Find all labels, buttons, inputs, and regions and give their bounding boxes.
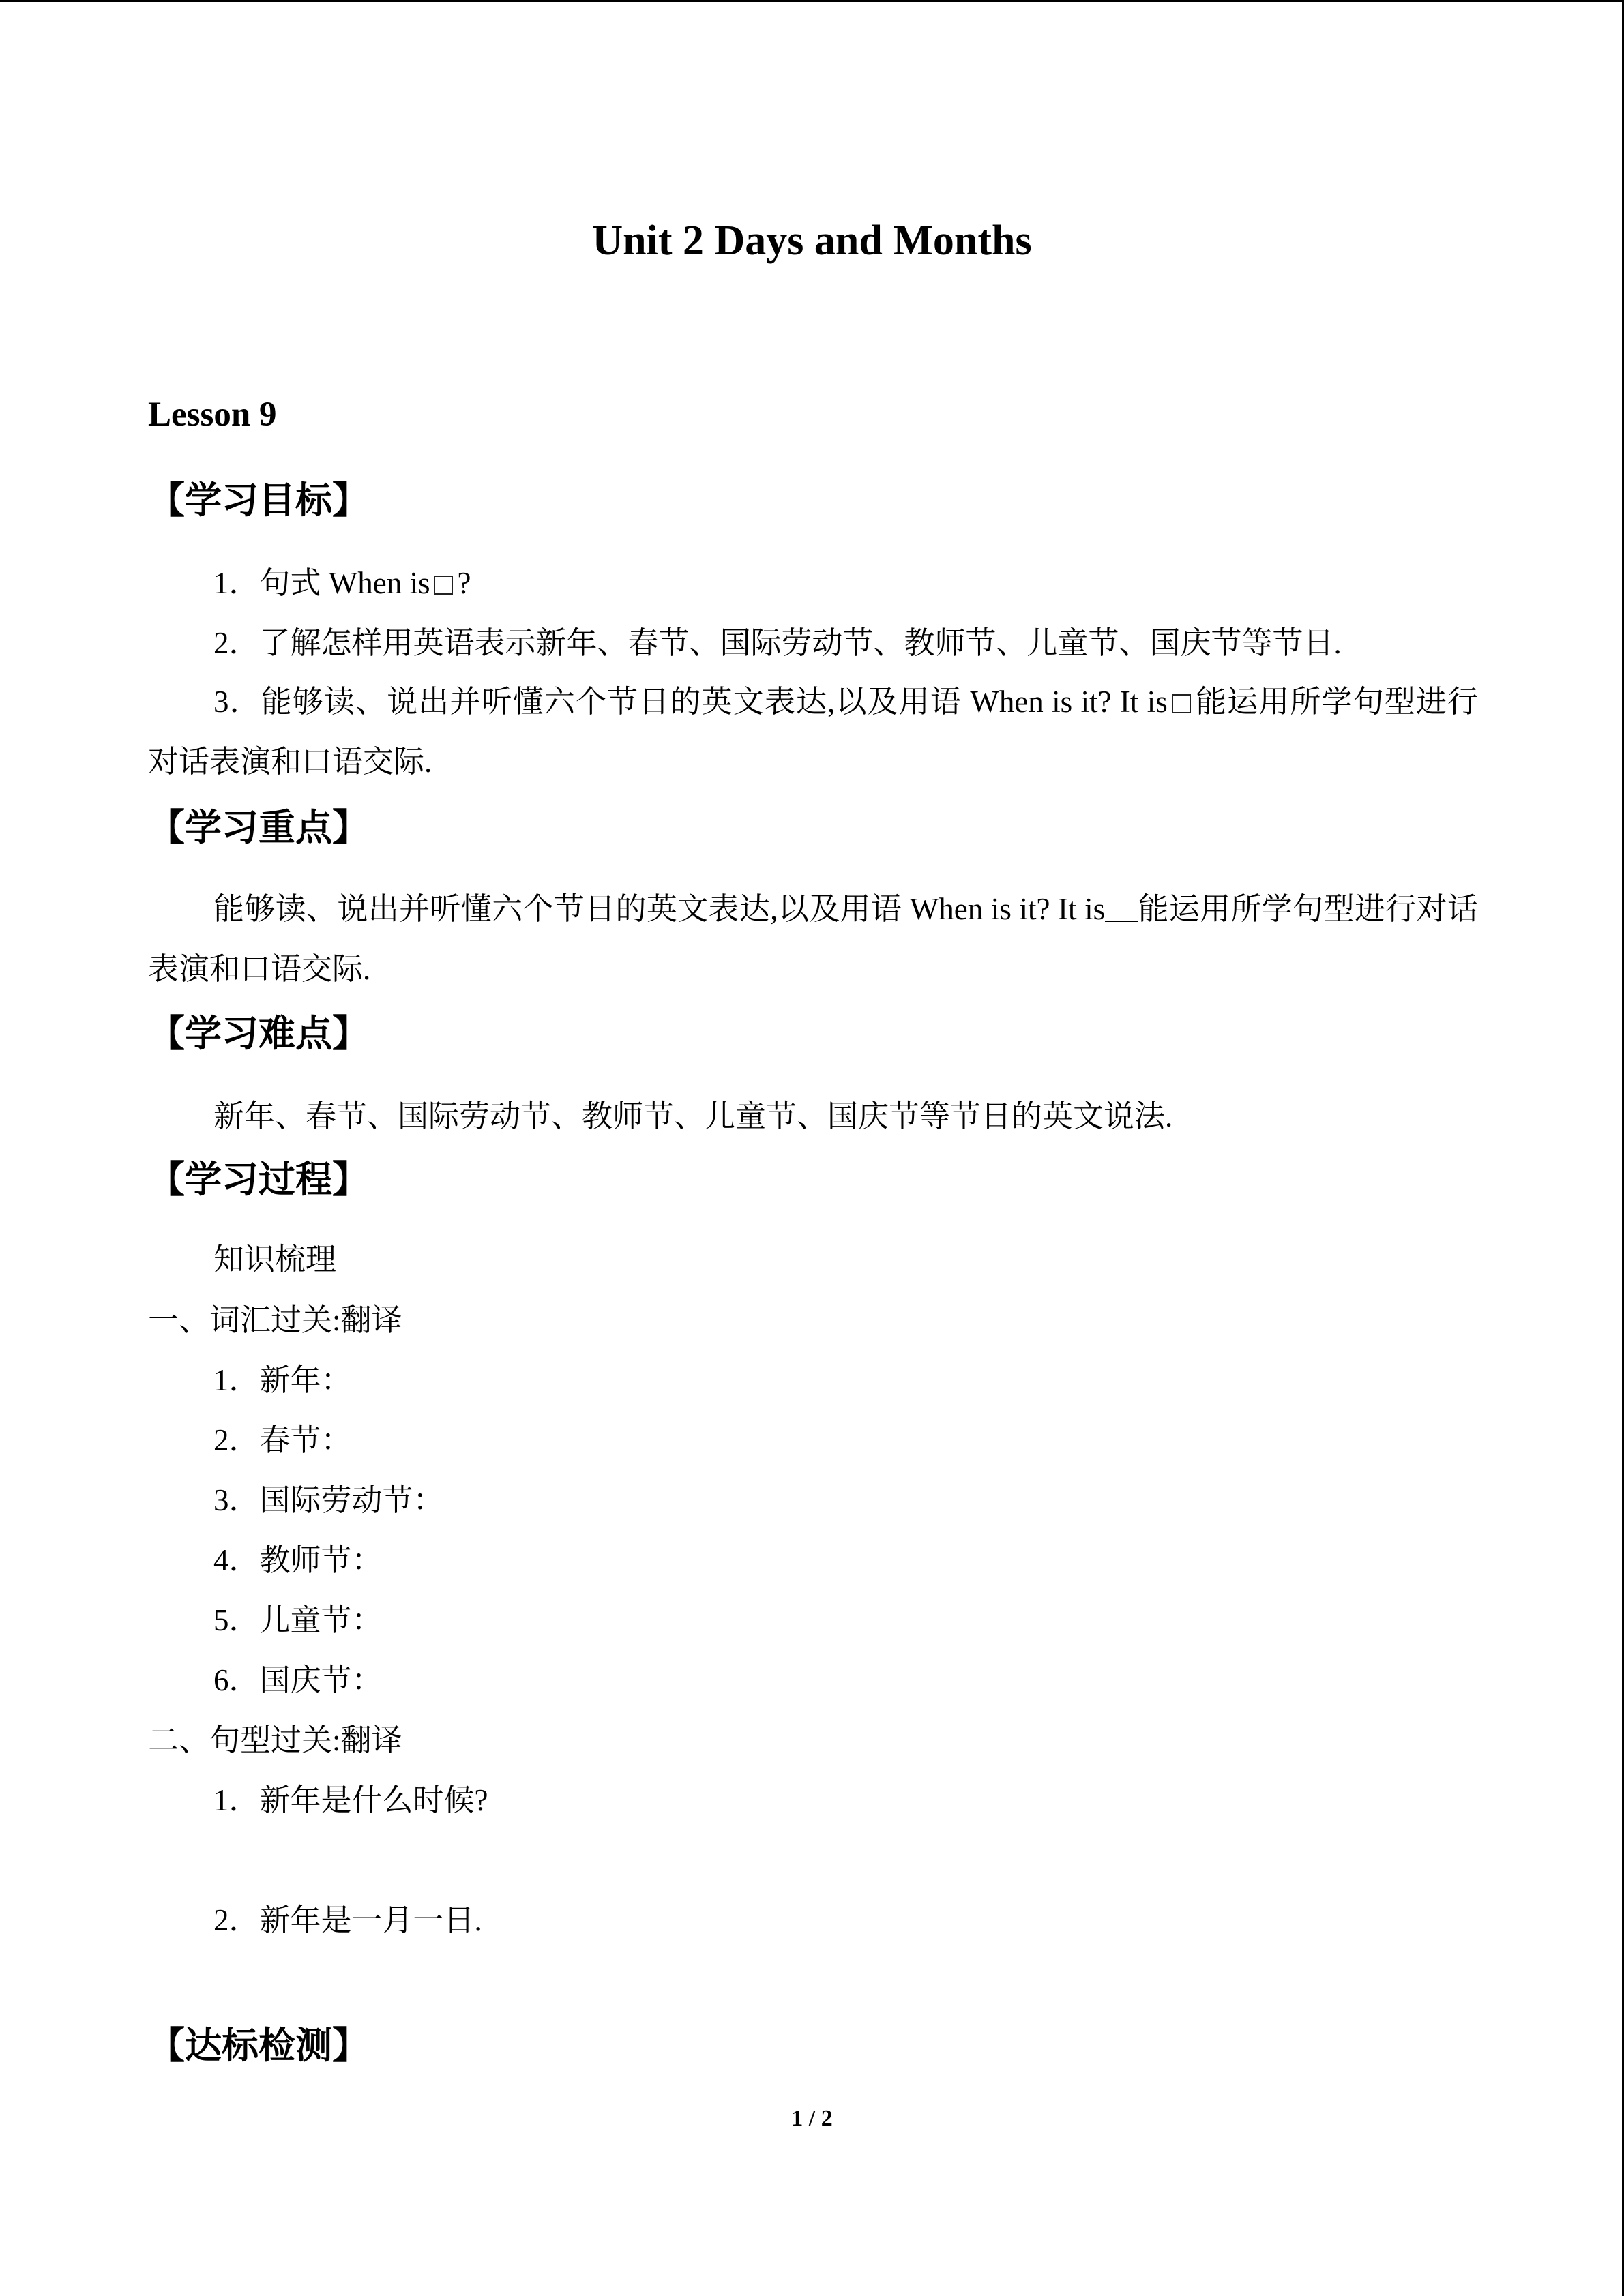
blank-box: [434, 576, 453, 595]
vocab-item-5: 5．儿童节：: [213, 1603, 383, 1637]
vocab-item-1: 1．新年：: [213, 1363, 352, 1397]
difficulties-heading: 【学习难点】: [148, 1012, 369, 1055]
goal-item-3: [148, 672, 1478, 792]
difficulties-text: 新年、春节、国际劳动节、教师节、儿童节、国庆节等节日的英文说法.: [213, 1099, 1173, 1133]
sentence-heading: 二、句型过关:翻译: [148, 1723, 402, 1757]
key-points-text-suffix: 能运用所学句型进行对话表演和口语交际.: [148, 892, 1478, 986]
document-title: Unit 2 Days and Months: [592, 218, 1032, 264]
key-points-heading: 【学习重点】: [148, 806, 369, 849]
vocab-item-2: 2．春节：: [213, 1423, 352, 1457]
lesson-heading: Lesson 9: [148, 396, 277, 434]
process-heading: 【学习过程】: [148, 1158, 369, 1201]
key-points-text-main: 能够读、说出并听懂六个节日的英文表达,以及用语 When is it? It is: [213, 892, 1106, 926]
goal-item-3-text: 3．能够读、说出并听懂六个节日的英文表达,以及用语 When is it? It is: [213, 685, 1168, 719]
sentence-item-1: 1．新年是什么时候?: [213, 1783, 488, 1817]
vocab-item-3: 3．国际劳动节：: [213, 1483, 444, 1517]
answer-blank: [1105, 896, 1138, 922]
vocab-item-6: 6．国庆节：: [213, 1663, 383, 1697]
goal-item-1: [213, 563, 471, 603]
vocab-item-4: 4．教师节：: [213, 1543, 383, 1577]
goal-item-2: 2．了解怎样用英语表示新年、春节、国际劳动节、教师节、儿童节、国庆节等节日.: [213, 626, 1342, 660]
page-number: 1 / 2: [791, 2106, 833, 2131]
process-intro: 知识梳理: [213, 1242, 337, 1277]
goal-item-1-text: 1．句式 When is: [213, 566, 430, 600]
key-points-text: [148, 879, 1478, 999]
sentence-item-2: 2．新年是一月一日.: [213, 1903, 482, 1937]
vocab-heading: 一、词汇过关:翻译: [148, 1303, 402, 1337]
page-border-top: [0, 0, 1624, 2]
goals-heading: 【学习目标】: [148, 479, 369, 522]
goal-item-1-suffix: ?: [457, 566, 471, 600]
blank-box: [1172, 694, 1191, 713]
goal-item-3-suffix: 能运用所学句型进行对话表演和口语交际.: [148, 685, 1478, 779]
test-heading: 【达标检测】: [148, 2024, 369, 2067]
